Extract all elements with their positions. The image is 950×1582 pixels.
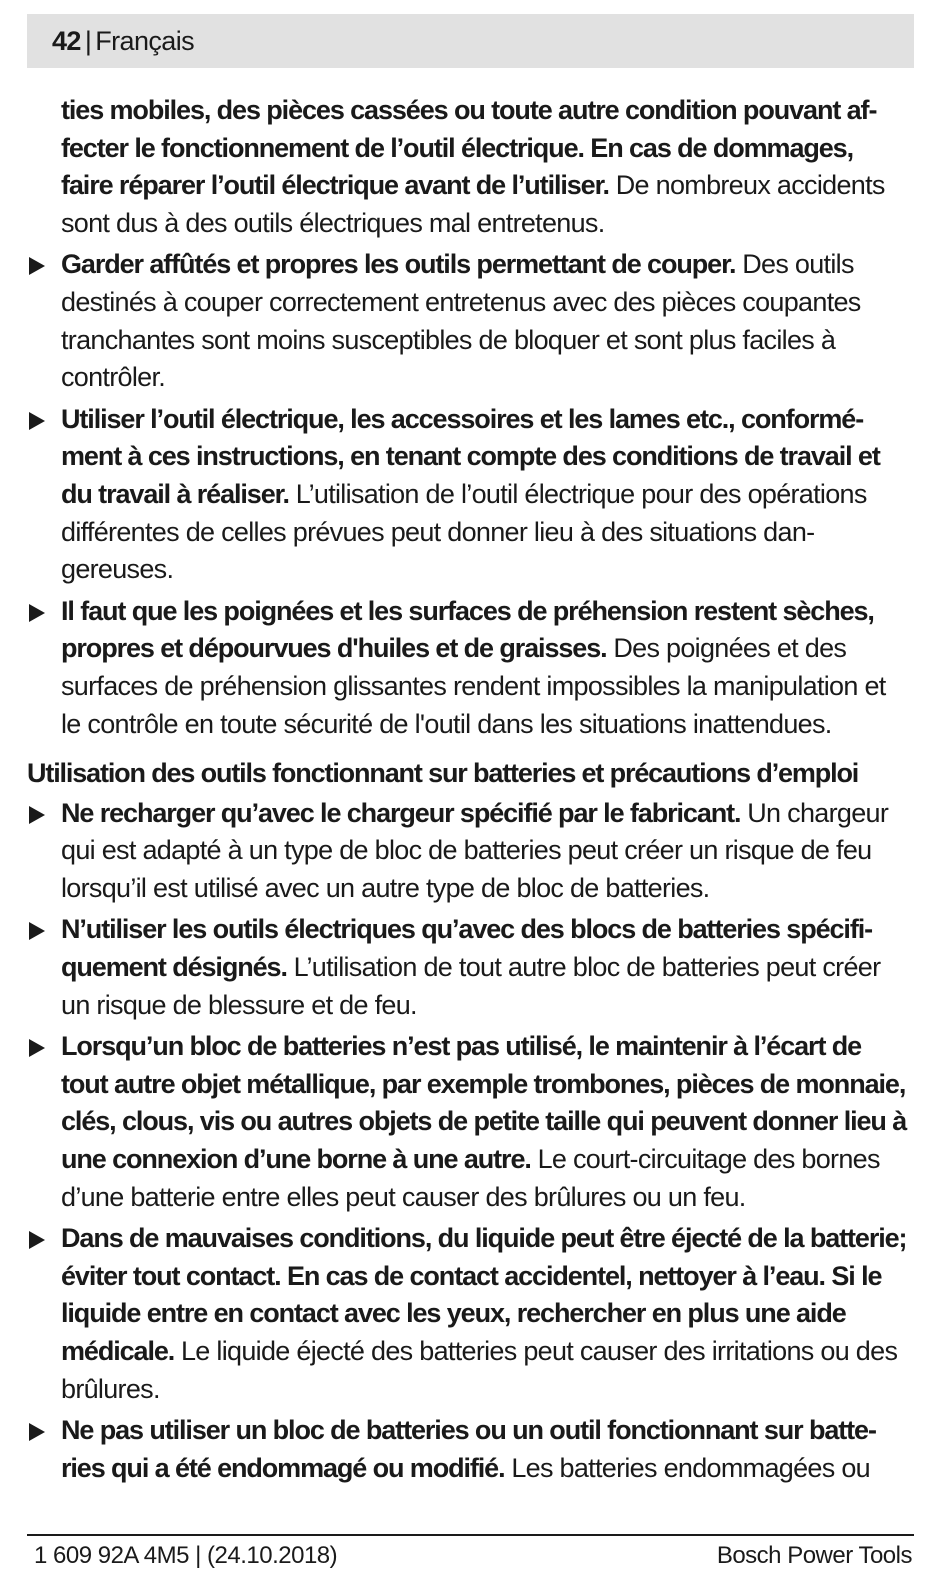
page-content bbox=[27, 92, 910, 1491]
page-header bbox=[27, 14, 914, 68]
triangle-bullet-icon bbox=[29, 412, 45, 430]
footer-doc-code: 1 609 92A 4M5 | (24.10.2018) bbox=[34, 1542, 338, 1569]
header-language: Français bbox=[95, 26, 194, 56]
header-separator: | bbox=[84, 26, 92, 56]
section-heading: Utilisation des outils fonctionnant sur batteries et précautions d’emploi bbox=[27, 758, 859, 789]
triangle-bullet-icon bbox=[29, 1039, 45, 1057]
list-item bbox=[27, 401, 910, 589]
list-item bbox=[27, 1220, 910, 1408]
item-bold-text: Dans de mauvaises conditions, du liquide peut être éjecté de la batterie; éviter tout contact. En cas de contact accidentel, nettoyer à l’eau. Si le liquide entre en contact avec les yeux, rechercher en plus une aide médicale. bbox=[61, 1223, 907, 1366]
item-bold-text: Utiliser l’outil électrique, les accessoires et les lames etc., conformément à ces instructions, en tenant compte des conditions de travail et du travail à réaliser. bbox=[61, 403, 880, 509]
item-bold-text: Garder affûtés et propres les outils permettant de couper. bbox=[61, 249, 736, 280]
list-item bbox=[27, 246, 910, 396]
item-text: Le court-circuitage des bornes d’une batterie entre elles peut causer des brûlures ou un feu. bbox=[61, 1144, 880, 1212]
item-bold-text: N’utiliser les outils électriques qu’avec des blocs de batteries spécifiquement désignés. bbox=[61, 914, 874, 983]
footer-brand: Bosch Power Tools bbox=[716, 1542, 912, 1569]
triangle-bullet-icon bbox=[29, 806, 45, 824]
page-number: 42 bbox=[52, 26, 81, 56]
item-bold-text: Ne pas utiliser un bloc de batteries ou un outil fonctionnant sur batteries qui a été endommagé ou modifié. bbox=[61, 1415, 877, 1483]
item-text: Un chargeur qui est adapté à un type de bloc de batteries peut créer un risque de feu lorsqu’il est utilisé avec un autre type de bloc de batteries. bbox=[61, 797, 889, 903]
item-text: Des poignées et des surfaces de préhension glissantes rendent impossibles la manipulation et le contrôle en toute sécurité de l'outil dans les situations inattendues. bbox=[61, 633, 886, 739]
intro-bold-text: ties mobiles, des pièces cassées ou toute autre condition pouvant affecter le fonctionnement de l’outil électrique. En cas de dommages, faire réparer l’outil électrique avant de l’utiliser. bbox=[61, 95, 878, 201]
list-item bbox=[27, 911, 910, 1024]
triangle-bullet-icon bbox=[29, 1231, 45, 1249]
list-item bbox=[27, 593, 910, 743]
footer-divider bbox=[27, 1534, 914, 1536]
item-text: L’utilisation de tout autre bloc de batteries peut créer un risque de blessure et de feu. bbox=[61, 952, 881, 1020]
item-bold-text: Il faut que les poignées et les surfaces de préhension restent sèches, propres et dépourvues d'huiles et de graisses. bbox=[61, 595, 874, 664]
list-item bbox=[27, 795, 910, 908]
list-item bbox=[27, 1412, 910, 1487]
item-bold-text: Lorsqu’un bloc de batteries n’est pas utilisé, le maintenir à l’écart de tout autre objet métallique, par exemple trombones, pièces de monnaie, clés, clous, vis ou autres objets de petite taille qui peuvent donner lieu à une connexion d’une borne à une autre. bbox=[61, 1031, 907, 1175]
triangle-bullet-icon bbox=[29, 604, 45, 622]
intro-text: De nombreux accidents sont dus à des outils électriques mal entretenus. bbox=[61, 170, 885, 238]
item-text: Des outils destinés à couper correctement entretenus avec des pièces coupantes tranchantes sont moins susceptibles de bloquer et sont plus faciles à contrôler. bbox=[61, 249, 861, 393]
item-text: Le liquide éjecté des batteries peut causer des irritations ou des brûlures. bbox=[61, 1336, 898, 1404]
triangle-bullet-icon bbox=[29, 1423, 45, 1441]
triangle-bullet-icon bbox=[29, 257, 45, 275]
item-text: Les batteries endommagées ou bbox=[511, 1452, 870, 1483]
item-text: L’utilisation de l’outil électrique pour des opérations différentes de celles prévues peut donner lieu à des situations dangereuses. bbox=[61, 478, 867, 585]
triangle-bullet-icon bbox=[29, 922, 45, 940]
list-item bbox=[27, 1028, 910, 1216]
item-bold-text: Ne recharger qu’avec le chargeur spécifié par le fabricant. bbox=[61, 797, 741, 828]
header-text bbox=[52, 26, 194, 56]
intro-paragraph bbox=[27, 92, 910, 242]
